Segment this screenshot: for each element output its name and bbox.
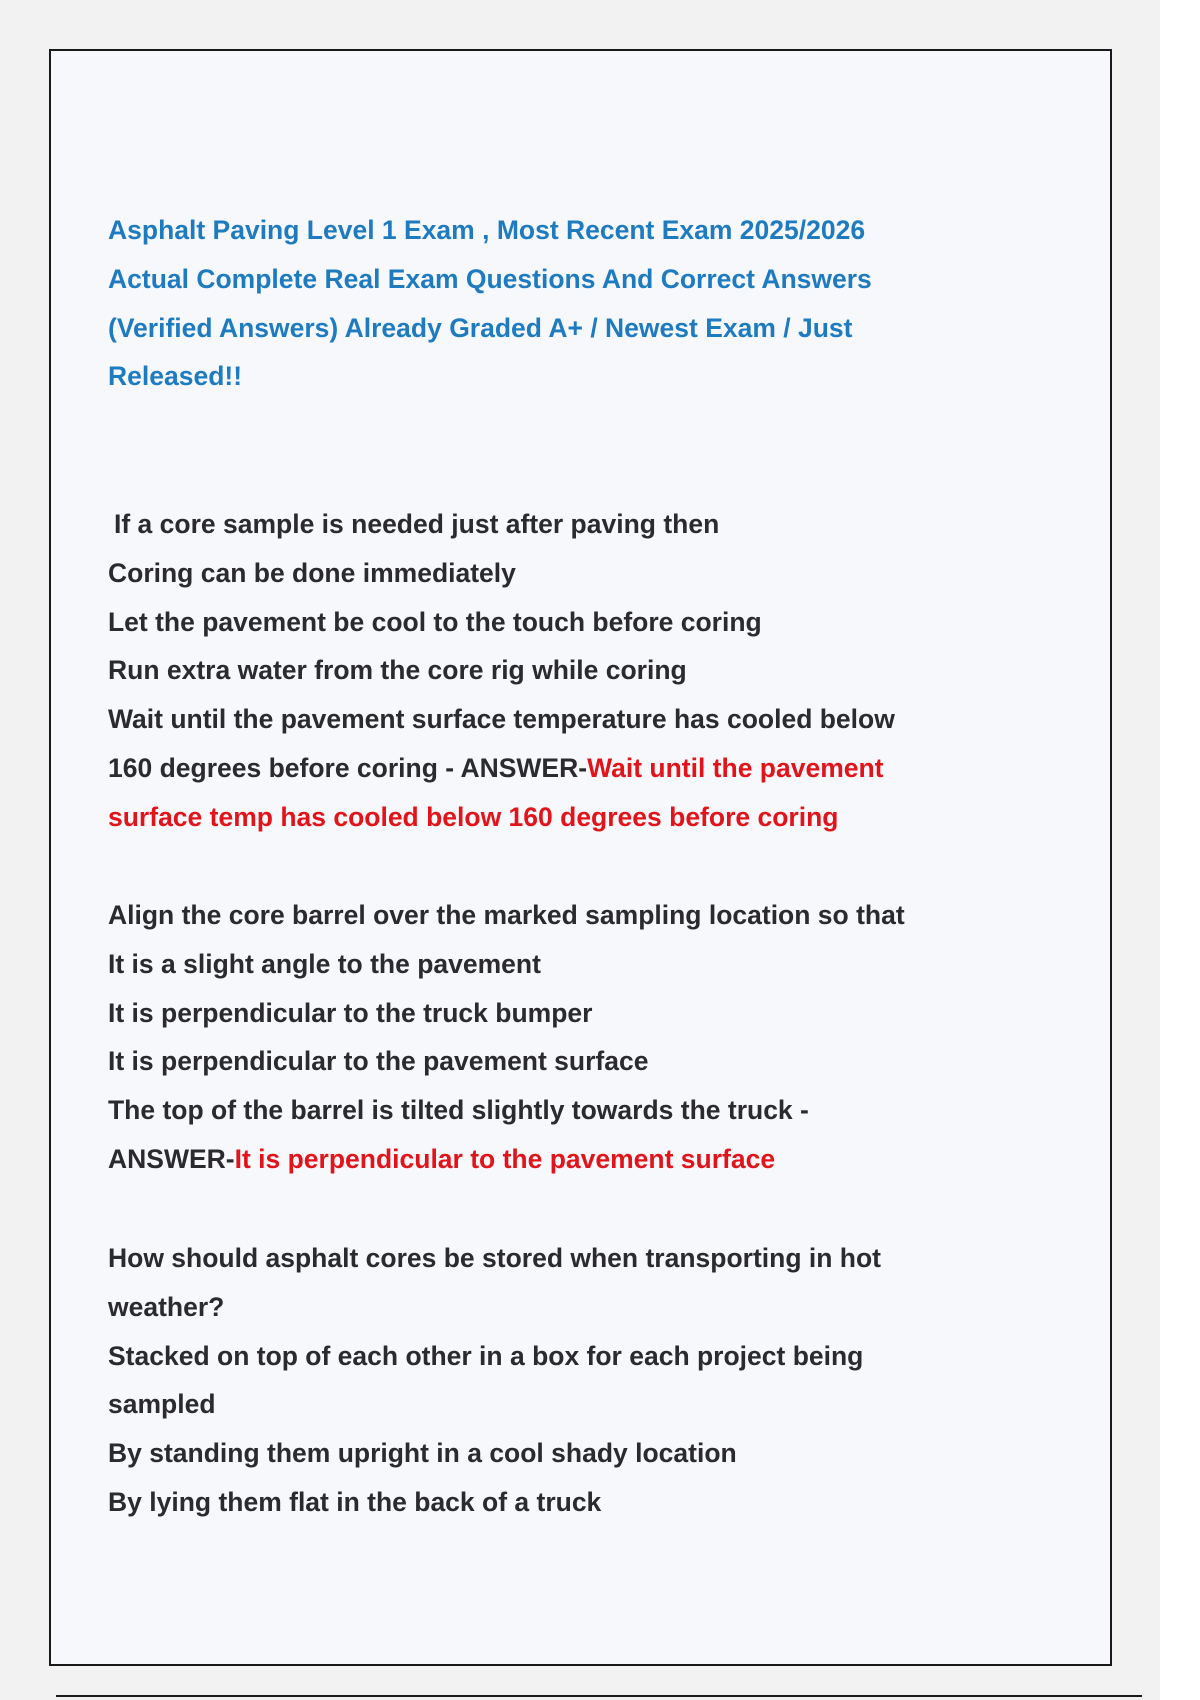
answer-text: Wait until the pavement [587,752,884,783]
question-stem: If a core sample is needed just after paving then [114,509,720,539]
answer-text: It is perpendicular to the pavement surface [234,1143,776,1174]
question-1 [108,500,1028,842]
option-line: By lying them flat in the back of a truck [108,1486,602,1517]
question-stem-continued: weather? [108,1291,225,1322]
option-line: It is perpendicular to the pavement surface [108,1046,649,1077]
option-line: By standing them upright in a cool shady location [108,1438,737,1469]
answer-prefix: ANSWER- [108,1143,235,1174]
answer-prefix: 160 degrees before coring - ANSWER- [108,752,588,783]
answer-text-continued: surface temp has cooled below 160 degrees before coring [108,801,839,832]
option-line: Stacked on top of each other in a box for each project being [108,1340,864,1371]
title-line: Released!! [108,361,243,392]
title-line: Asphalt Paving Level 1 Exam , Most Recent Exam 2025/2026 [108,215,866,245]
option-line: Coring can be done immediately [108,557,516,588]
right-gutter [1160,0,1200,1700]
option-line: Wait until the pavement surface temperature has cooled below [108,704,895,735]
answer-line [108,744,1028,793]
option-line: sampled [108,1389,216,1420]
bottom-divider [56,1695,1142,1697]
option-line: It is perpendicular to the truck bumper [108,997,593,1028]
question-2 [108,891,1028,1184]
title-line: Actual Complete Real Exam Questions And Correct Answers [108,263,872,294]
option-line: Let the pavement be cool to the touch before coring [108,606,762,637]
document-title [108,206,1008,401]
question-stem: Align the core barrel over the marked sampling location so that [108,900,905,930]
option-line: The top of the barrel is tilted slightly towards the truck - [108,1095,809,1126]
option-line: Run extra water from the core rig while coring [108,655,687,686]
title-line: (Verified Answers) Already Graded A+ / Newest Exam / Just [108,312,853,343]
question-stem: How should asphalt cores be stored when transporting in hot [108,1243,881,1273]
option-line: It is a slight angle to the pavement [108,948,541,979]
question-3 [108,1234,1028,1527]
answer-line [108,1135,1028,1184]
